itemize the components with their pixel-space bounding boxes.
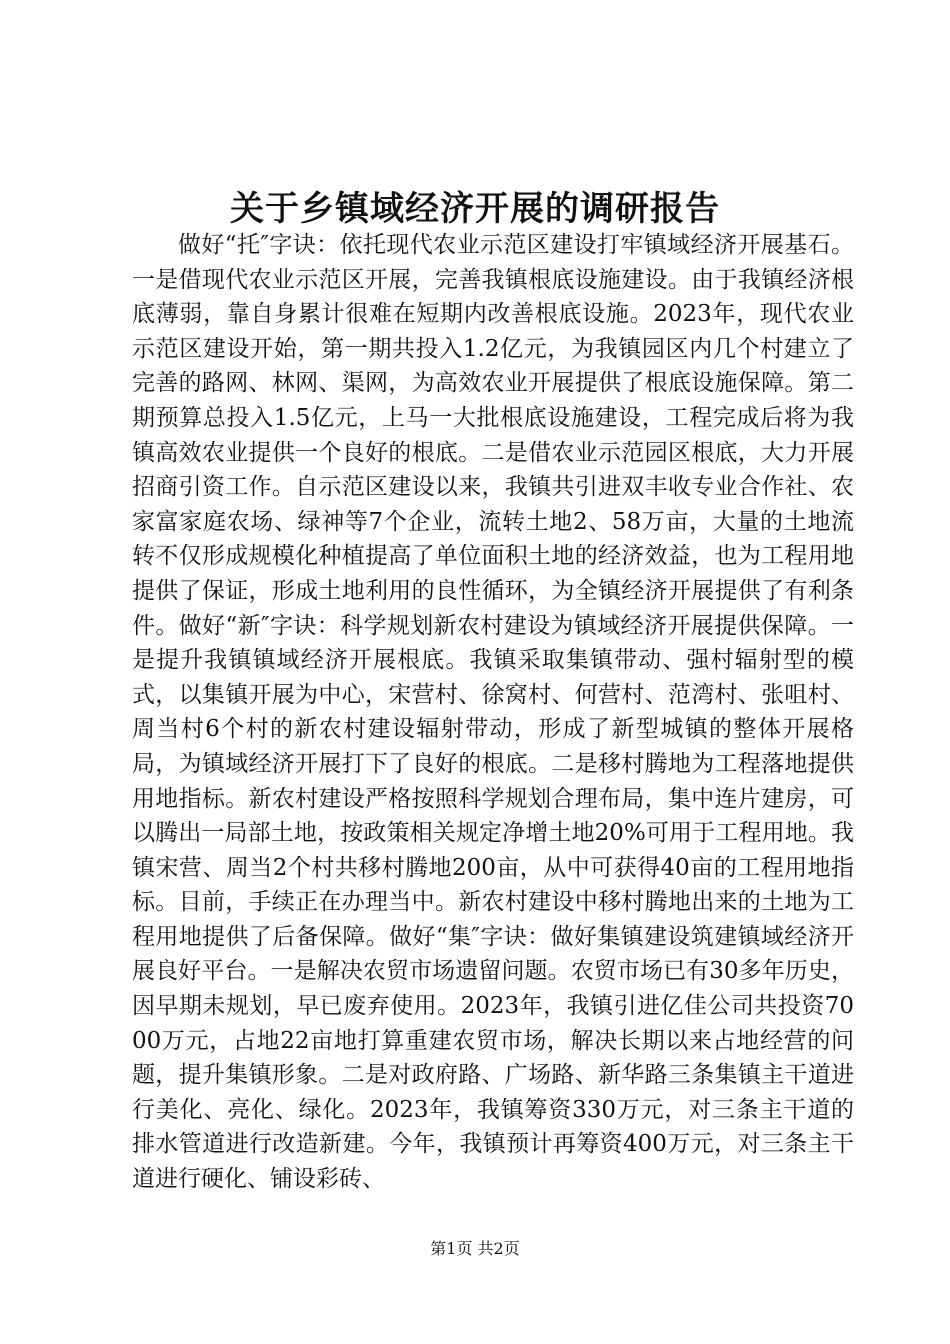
document-title: 关于乡镇域经济开展的调研报告 <box>230 189 720 229</box>
page-total: 共2页 <box>477 1239 520 1258</box>
page-footer <box>0 1238 950 1260</box>
page-number: 第1页 <box>430 1239 473 1258</box>
document-body-paragraph: 做好“托″字诀：依托现代农业示范区建设打牢镇域经济开展基石。一是借现代农业示范区开展，完善我镇根底设施建设。由于我镇经济根底薄弱，靠自身累计很难在短期内改善根底设施。2023年，现代农业示范区建设开始，第一期共投入1.2亿元，为我镇园区内几个村建立了完善的路网、林网、渠网，为高效农业开展提供了根底设施保障。第二期预算总投入1.5亿元，上马一大批根底设施建设，工程完成后将为我镇高效农业提供一个良好的根底。二是借农业示范园区根底，大力开展招商引资工作。自示范区建设以来，我镇共引进双丰收专业合作社、农家富家庭农场、绿神等7个企业，流转土地2、58万亩，大量的土地流转不仅形成规模化种植提高了单位面积土地的经济效益，也为工程用地提供了保证，形成土地利用的良性循环，为全镇经济开展提供了有利条件。做好“新″字诀：科学规划新农村建设为镇域经济开展提供保障。一是提升我镇镇域经济开展根底。我镇采取集镇带动、强村辐射型的模式，以集镇开展为中心，宋营村、徐窝村、何营村、范湾村、张咀村、周当村6个村的新农村建设辐射带动，形成了新型城镇的整体开展格局，为镇域经济开展打下了良好的根底。二是移村腾地为工程落地提供用地指标。新农村建设严格按照科学规划合理布局，集中连片建房，可以腾出一局部土地，按政策相关规定净增土地20%可用于工程用地。我镇宋营、周当2个村共移村腾地200亩，从中可获得40亩的工程用地指标。目前，手续正在办理当中。新农村建设中移村腾地出来的土地为工程用地提供了后备保障。做好“集″字诀：做好集镇建设筑建镇域经济开展良好平台。一是解决农贸市场遗留问题。农贸市场已有30多年历史，因早期未规划，早已废弃使用。2023年，我镇引进亿佳公司共投资7000万元，占地22亩地打算重建农贸市场，解决长期以来占地经营的问题，提升集镇形象。二是对政府路、广场路、新华路三条集镇主干道进行美化、亮化、绿化。2023年，我镇筹资330万元，对三条主干道的排水管道进行改造新建。今年，我镇预计再筹资400万元，对三条主干道进行硬化、铺设彩砖、 <box>132 232 854 1193</box>
